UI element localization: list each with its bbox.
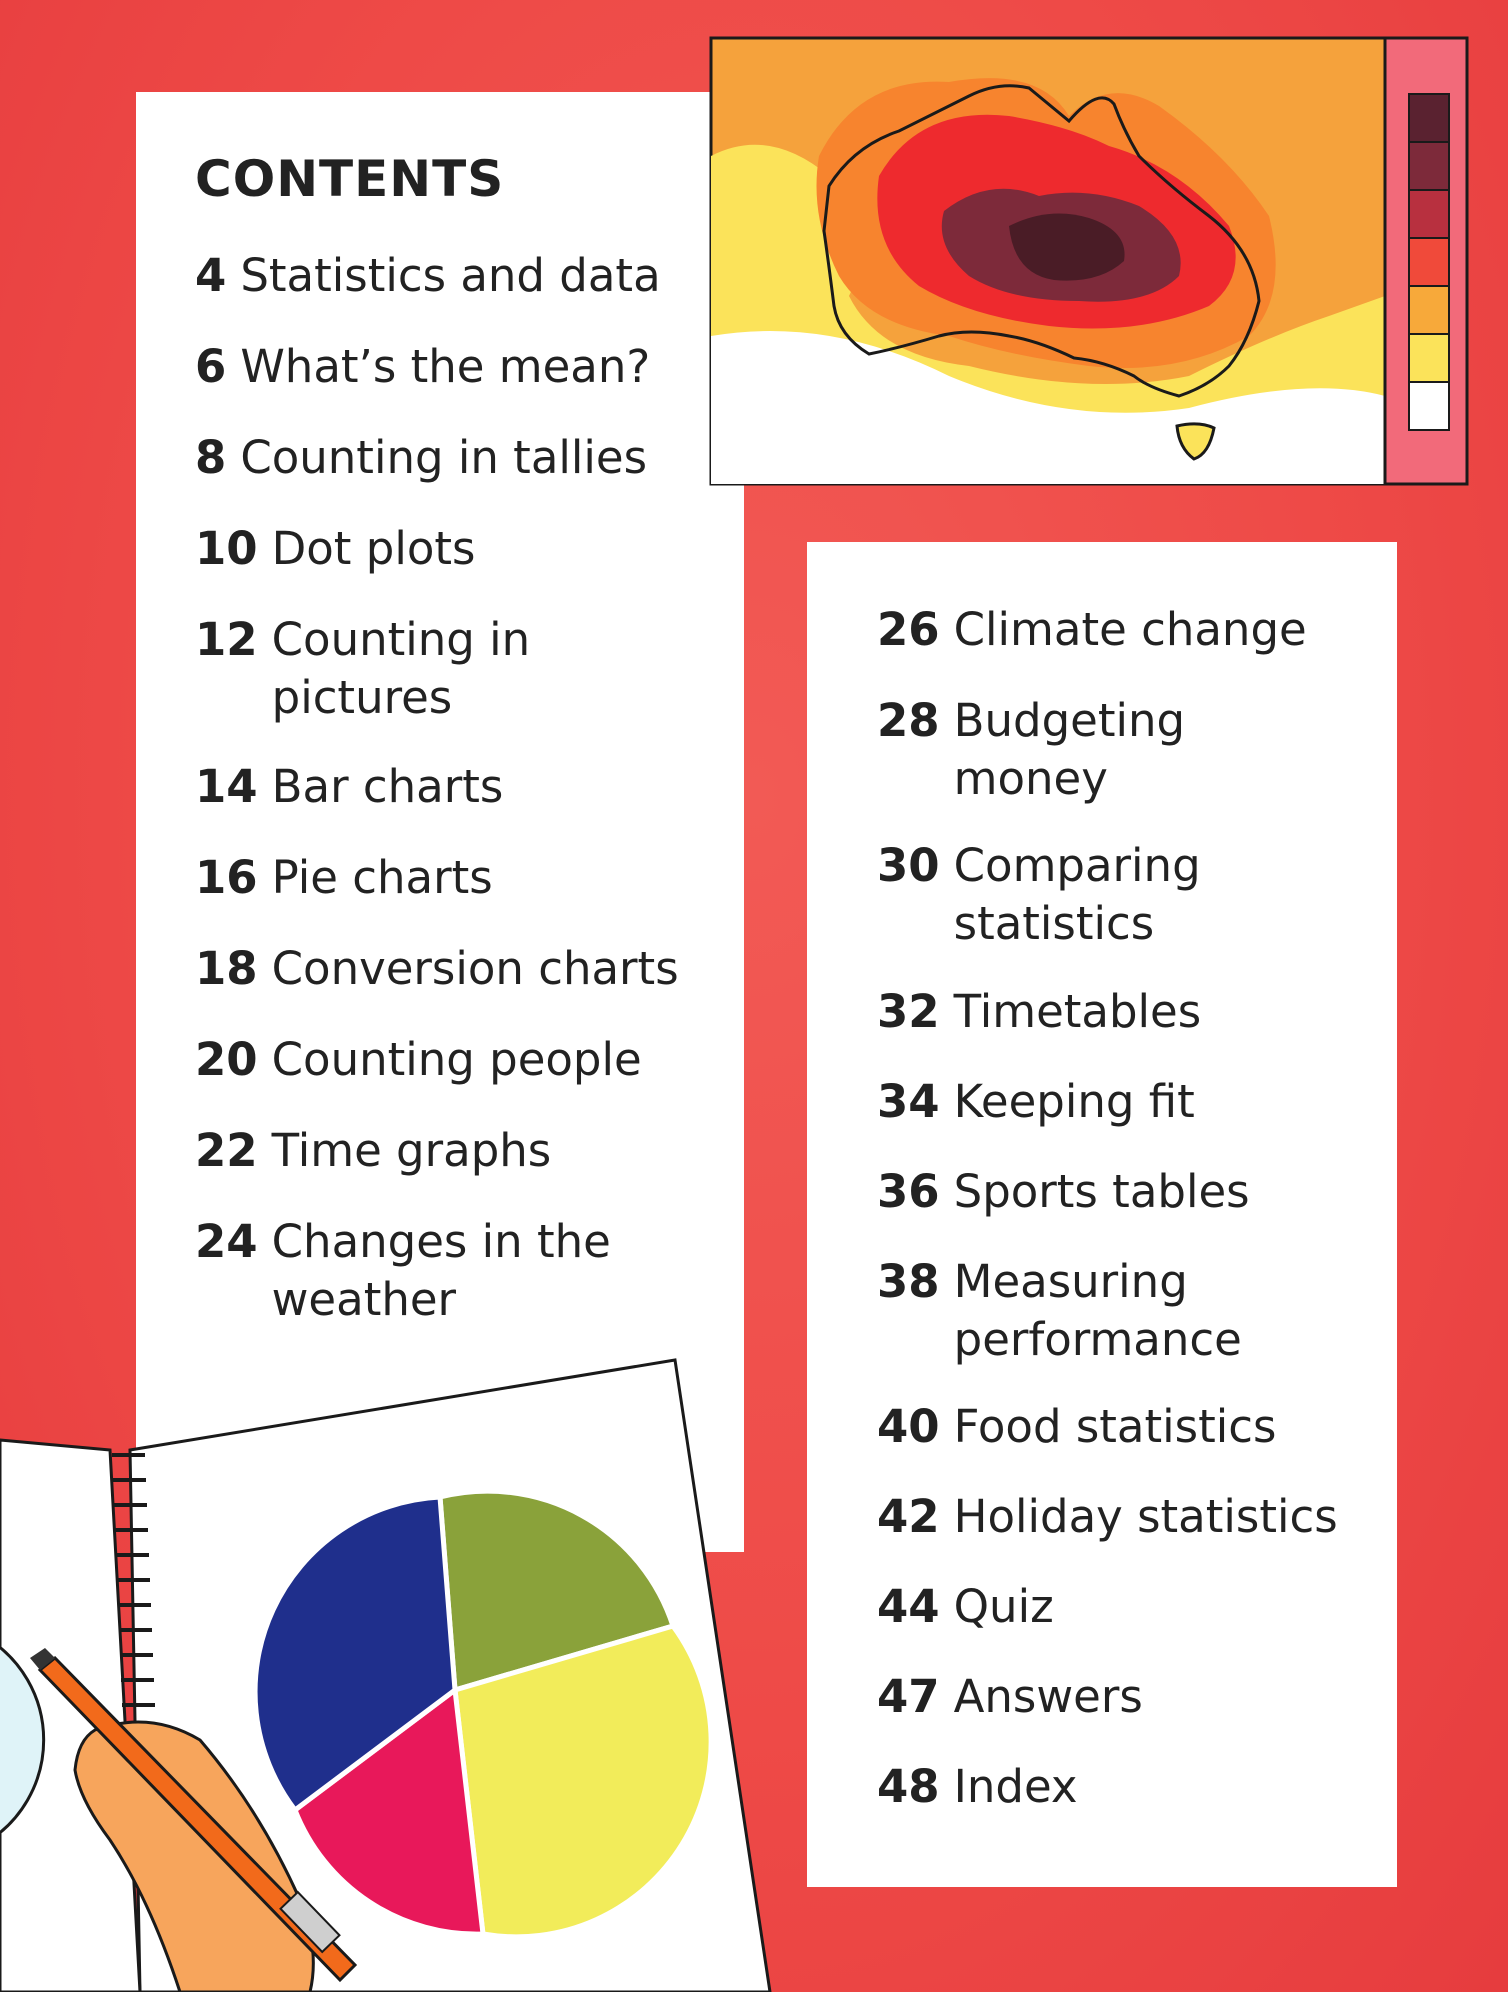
toc-title: Quiz: [953, 1580, 1054, 1633]
toc-title: Holiday statistics: [953, 1490, 1338, 1543]
toc-page-number: 42: [877, 1490, 940, 1543]
toc-entry[interactable]: [877, 1253, 1242, 1369]
toc-title: Time graphs: [271, 1124, 552, 1177]
toc-title: Counting in pictures: [271, 613, 531, 724]
toc-title: Comparing statistics: [953, 839, 1201, 950]
toc-entry[interactable]: [877, 983, 1201, 1041]
toc-entry[interactable]: [195, 849, 493, 907]
toc-title: Answers: [953, 1670, 1143, 1723]
toc-page-number: 26: [877, 603, 940, 656]
toc-title: Climate change: [953, 603, 1307, 656]
toc-entry[interactable]: [877, 1578, 1054, 1636]
toc-entry[interactable]: [877, 1668, 1143, 1726]
contents-heading: CONTENTS: [195, 150, 505, 208]
toc-page-number: 32: [877, 985, 940, 1038]
toc-page-number: 30: [877, 839, 940, 892]
toc-page-number: 48: [877, 1760, 940, 1813]
toc-page-number: 6: [195, 340, 227, 393]
australia-heat-map-icon: [709, 36, 1469, 486]
toc-entry[interactable]: [195, 758, 503, 816]
toc-entry[interactable]: [877, 601, 1307, 659]
toc-title: Conversion charts: [271, 942, 679, 995]
toc-entry[interactable]: [877, 1488, 1338, 1546]
toc-entry[interactable]: [877, 837, 1201, 953]
toc-entry[interactable]: [195, 611, 530, 727]
toc-entry[interactable]: [195, 940, 679, 998]
contents-panel-left: [136, 92, 744, 1552]
toc-entry[interactable]: [195, 338, 650, 396]
toc-title: Bar charts: [271, 760, 504, 813]
toc-title: Measuring performance: [953, 1255, 1242, 1366]
toc-title: Statistics and data: [240, 249, 661, 302]
toc-page-number: 44: [877, 1580, 940, 1633]
toc-entry[interactable]: [195, 520, 475, 578]
toc-page-number: 4: [195, 249, 227, 302]
toc-entry[interactable]: [195, 429, 647, 487]
toc-page-number: 18: [195, 942, 258, 995]
toc-entry[interactable]: [195, 1122, 551, 1180]
toc-title: Timetables: [953, 985, 1202, 1038]
notebook-pie-chart-icon: [0, 1340, 800, 1992]
toc-page-number: 36: [877, 1165, 940, 1218]
toc-title: Changes in the weather: [271, 1215, 611, 1326]
toc-page-number: 24: [195, 1215, 258, 1268]
toc-entry[interactable]: [877, 692, 1185, 808]
toc-page-number: 14: [195, 760, 258, 813]
toc-title: Pie charts: [271, 851, 493, 904]
toc-title: Counting in tallies: [240, 431, 648, 484]
toc-title: Keeping fit: [953, 1075, 1195, 1128]
toc-page-number: 10: [195, 522, 258, 575]
toc-title: Food statistics: [953, 1400, 1277, 1453]
toc-entry[interactable]: [195, 247, 661, 305]
toc-title: Budgeting money: [953, 694, 1186, 805]
toc-page-number: 40: [877, 1400, 940, 1453]
toc-title: Dot plots: [271, 522, 476, 575]
toc-title: What’s the mean?: [240, 340, 651, 393]
toc-title: Counting people: [271, 1033, 642, 1086]
toc-page-number: 16: [195, 851, 258, 904]
toc-entry[interactable]: [877, 1398, 1276, 1456]
toc-page-number: 8: [195, 431, 227, 484]
toc-page-number: 34: [877, 1075, 940, 1128]
toc-page-number: 12: [195, 613, 258, 666]
toc-page-number: 22: [195, 1124, 258, 1177]
toc-entry[interactable]: [877, 1073, 1195, 1131]
toc-page-number: 47: [877, 1670, 940, 1723]
toc-entry[interactable]: [195, 1031, 642, 1089]
toc-page-number: 20: [195, 1033, 258, 1086]
toc-entry[interactable]: [195, 1213, 611, 1329]
toc-page-number: 28: [877, 694, 940, 747]
toc-entry[interactable]: [877, 1163, 1250, 1221]
toc-entry[interactable]: [877, 1758, 1078, 1816]
toc-page-number: 38: [877, 1255, 940, 1308]
toc-title: Index: [953, 1760, 1078, 1813]
toc-title: Sports tables: [953, 1165, 1250, 1218]
